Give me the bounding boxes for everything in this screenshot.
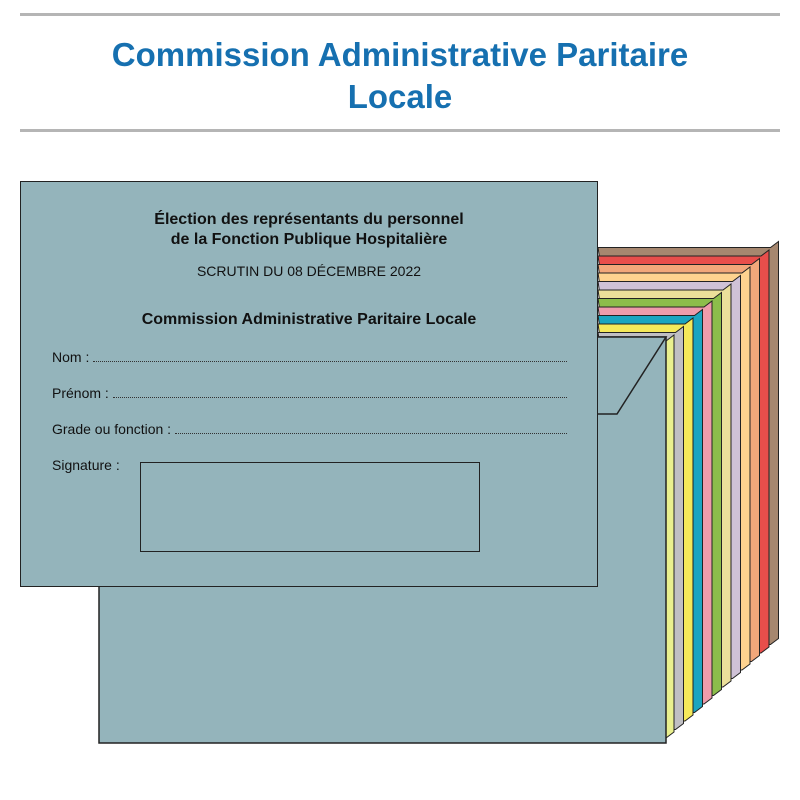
prenom-label: Prénom : bbox=[52, 385, 109, 401]
page-title-line-2: Locale bbox=[347, 78, 453, 115]
grade-dotted-line bbox=[175, 420, 567, 434]
grade-field bbox=[52, 420, 567, 438]
page-title-line-1: Commission Administrative Paritaire bbox=[111, 36, 689, 73]
signature-box bbox=[140, 462, 480, 552]
nom-dotted-line bbox=[93, 348, 567, 362]
prenom-dotted-line bbox=[113, 384, 567, 398]
nom-label: Nom : bbox=[52, 349, 90, 365]
prenom-field bbox=[52, 384, 567, 402]
commission-name: Commission Administrative Paritaire Locale bbox=[141, 311, 477, 328]
signature-label: Signature : bbox=[52, 457, 120, 473]
election-heading bbox=[21, 210, 597, 250]
election-heading-line-2: de la Fonction Publique Hospitalière bbox=[170, 231, 448, 248]
scrutin-date: SCRUTIN DU 08 DÉCEMBRE 2022 bbox=[196, 263, 422, 279]
election-heading-line-1: Élection des représentants du personnel bbox=[154, 211, 464, 228]
nom-field bbox=[52, 348, 567, 366]
grade-label: Grade ou fonction : bbox=[52, 421, 172, 437]
ballot-envelope-front bbox=[20, 181, 598, 587]
